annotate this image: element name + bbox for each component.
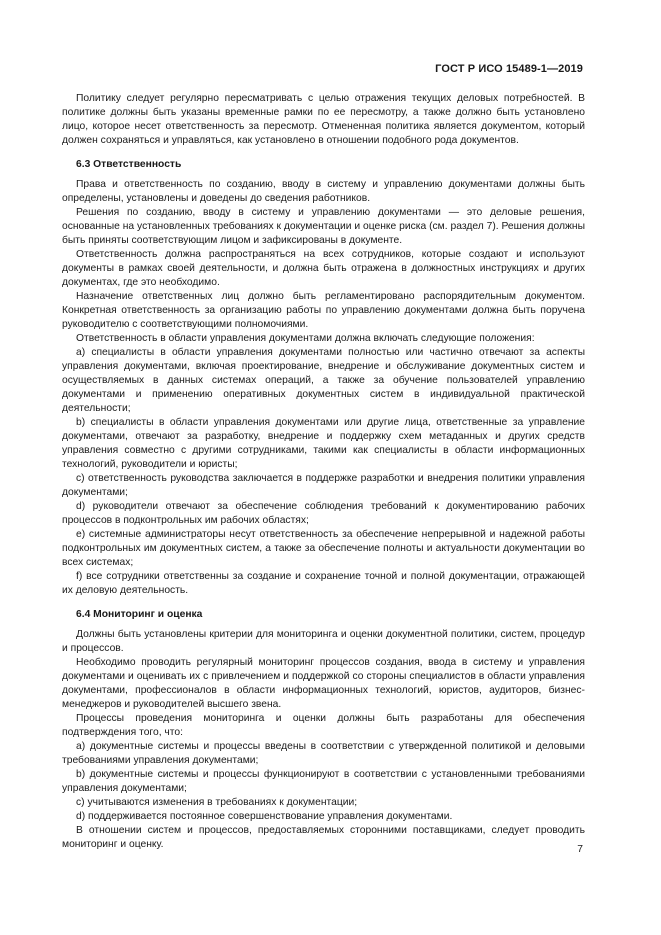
- list-item: c) учитываются изменения в требованиях к документации;: [76, 797, 358, 808]
- section-heading-6-4: 6.4 Мониторинг и оценка: [76, 609, 203, 620]
- list-item: b) документные системы и процессы функционируют в соответствии с установленными требованиями управления документами;: [62, 769, 585, 794]
- list-item: a) документные системы и процессы введены в соответствии с утвержденной политикой и деловыми требованиями управления документами;: [62, 741, 585, 766]
- list-item: b) специалисты в области управления документами или другие лица, ответственные за управление документами, отвечают за разработку, внедрение и поддержку схем метаданных и других средств управления совместно с другими сотрудниками, такими как специалисты в области информационных технологий, руководители и юристы;: [62, 417, 585, 470]
- paragraph: Права и ответственность по созданию, вводу в систему и управлению документами должны быть определены, установлены и доведены до сведения работников.: [62, 179, 585, 204]
- list-item: a) специалисты в области управления документами полностью или частично отвечают за аспекты управления документами, включая проектирование, внедрение и обслуживание документных систем и осуществляемых в данных системах операций, а также за обучение пользователей управлению документами и применению оперативных документных систем в индивидуальной практической деятельности;: [62, 347, 585, 414]
- paragraph: Необходимо проводить регулярный мониторинг процессов создания, ввода в систему и управления документами и оценивать их с привлечением и поддержкой со стороны специалистов в области управления документами, профессионалов в области информационных технологий, юристов, аудиторов, бизнес-менеджеров и руководителей высшего звена.: [62, 657, 585, 710]
- list-item: e) системные администраторы несут ответственность за обеспечение непрерывной и надежной работы подконтрольных им документных систем, а также за обеспечение полноты и актуальности документации во всех системах;: [62, 529, 585, 568]
- paragraph: Политику следует регулярно пересматривать с целью отражения текущих деловых потребностей. В политике должны быть указаны временные рамки по ее пересмотру, а также должно быть установлено лицо, которое несет ответственность за пересмотр. Отмененная политика является документом, который должен сохраняться и управляться, как установлено в отношении подобного рода документов.: [62, 93, 585, 146]
- paragraph: В отношении систем и процессов, предоставляемых сторонними поставщиками, следует проводить мониторинг и оценку.: [62, 825, 585, 850]
- list-item: c) ответственность руководства заключается в поддержке разработки и внедрения политики управления документами;: [62, 473, 585, 498]
- paragraph: Должны быть установлены критерии для мониторинга и оценки документной политики, систем, процедур и процессов.: [62, 629, 585, 654]
- list-item: d) руководители отвечают за обеспечение соблюдения требований к документированию рабочих процессов в подконтрольных им рабочих областях;: [62, 501, 585, 526]
- standard-code-header: ГОСТ Р ИСО 15489-1—2019: [435, 63, 583, 75]
- paragraph: Назначение ответственных лиц должно быть регламентировано распорядительным документом. Конкретная ответственность за организацию работы по управлению документами должна быть поручена руководителю с соответствующими полномочиями.: [62, 291, 585, 330]
- section-heading-6-3: 6.3 Ответственность: [76, 159, 182, 170]
- paragraph: Ответственность в области управления документами должна включать следующие положения:: [76, 333, 535, 344]
- list-item: f) все сотрудники ответственны за создание и сохранение точной и полной документации, отражающей их деловую деятельность.: [62, 571, 585, 596]
- list-item: d) поддерживается постоянное совершенствование управления документами.: [76, 811, 453, 822]
- page-content: [62, 92, 585, 852]
- paragraph: Решения по созданию, вводу в систему и управлению документами — это деловые решения, основанные на установленных требованиях к документации и оценке риска (см. раздел 7). Решения должны быть приняты соответствующим лицом и зафиксированы в документе.: [62, 207, 585, 246]
- paragraph: Процессы проведения мониторинга и оценки должны быть разработаны для обеспечения подтверждения того, что:: [62, 713, 585, 738]
- page-number: 7: [577, 844, 583, 855]
- paragraph: Ответственность должна распространяться на всех сотрудников, которые создают и используют документы в рамках своей деятельности, и должна быть отражена в должностных инструкциях и других документах, где это необходимо.: [62, 249, 585, 288]
